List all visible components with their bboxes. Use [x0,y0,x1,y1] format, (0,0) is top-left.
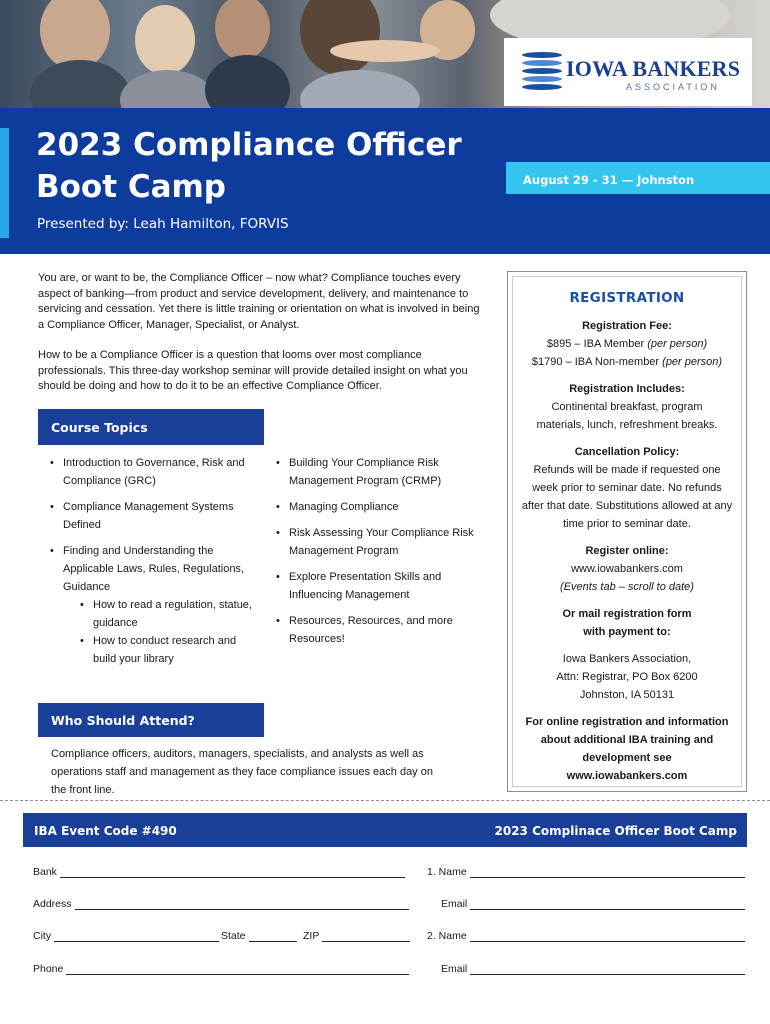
list-item: • Explore Presentation Skills and Influencing Management [274,568,484,604]
state-field[interactable] [221,930,297,942]
email-2-label: Email [441,963,468,975]
email-1-input-line[interactable] [470,899,745,910]
intro-text [38,271,488,395]
cut-line [0,800,770,801]
title-line-2: Boot Camp [36,169,226,205]
list-item: • Finding and Understanding the Applicable Laws, Rules, Regulations, Guidance [48,542,258,596]
event-code: IBA Event Code #490 [34,824,177,838]
logo-title: IOWA BANKERS [566,56,741,81]
email-1-field[interactable] [441,898,745,910]
online-info: For online registration and information about additional IBA training and development see www.iowabankers.com [525,716,729,782]
city-input-line[interactable] [54,931,219,942]
cancellation-label: Cancellation Policy: [574,446,680,458]
intro-paragraph-1: You are, or want to be, the Compliance Officer – now what? Compliance touches every aspect of banking—from product and service development, delivery, and maintenance to servicing and cessation. Yet there is little training or orientation on what is involved in being a Compliance Officer, Manager, Specialist, or Analyst. [38,272,480,331]
name-1-field[interactable] [427,866,745,878]
sub-list-item: • How to conduct research and build your library [78,632,258,668]
title-band [0,108,770,254]
city-label: City [33,930,52,942]
address-field[interactable] [33,898,409,910]
includes-text: Continental breakfast, program materials, lunch, refreshment breaks. [536,401,718,431]
bank-label: Bank [33,866,57,878]
topics-column-2 [274,454,484,656]
fee-member: $895 – IBA Member (per person) [546,338,708,350]
name-1-input-line[interactable] [470,867,745,878]
presenter: Presented by: Leah Hamilton, FORVIS [37,216,289,232]
who-should-attend-text: Compliance officers, auditors, managers, specialists, and analysts as well as operations staff and management as they face compliance issues each day on the front line. [51,748,433,796]
zip-field[interactable] [303,930,410,942]
phone-field[interactable] [33,963,409,975]
state-input-line[interactable] [249,931,297,942]
intro-paragraph-2: How to be a Compliance Officer is a question that looms over most compliance professionals. This three-day workshop seminar will provide detailed insight on what you should be doing and how to do it to be an effective Compliance Officer. [38,349,468,392]
logo-stack-icon [522,52,562,90]
email-2-input-line[interactable] [470,964,745,975]
list-item: • Managing Compliance [274,498,484,516]
bank-field[interactable] [33,866,405,878]
phone-input-line[interactable] [66,964,409,975]
list-item: • Resources, Resources, and more Resources! [274,612,484,648]
state-label: State [221,930,246,942]
sub-list-item: • How to read a regulation, statue, guidance [78,596,258,632]
title-line-1: 2023 Compliance Officer [36,127,462,163]
who-should-attend-heading: Who Should Attend? [38,703,264,737]
accent-bar [0,128,9,238]
registration-title: REGISTRATION [569,290,685,306]
fee-label: Registration Fee: [582,320,672,332]
address-input-line[interactable] [75,899,409,910]
list-item: • Building Your Compliance Risk Management Program (CRMP) [274,454,484,490]
address-line-3: Johnston, IA 50131 [579,689,675,701]
register-online-link[interactable]: www.iowabankers.com [571,563,683,575]
name-2-input-line[interactable] [470,931,745,942]
name-2-field[interactable] [427,930,745,942]
fee-nonmember: $1790 – IBA Non-member (per person) [531,356,723,368]
address-line-1: Iowa Bankers Association, [562,653,692,665]
list-item: • Introduction to Governance, Risk and Compliance (GRC) [48,454,258,490]
zip-input-line[interactable] [322,931,410,942]
address-line-2: Attn: Registrar, PO Box 6200 [556,671,698,683]
zip-label: ZIP [303,930,320,942]
topics-column-1 [48,454,258,668]
email-1-label: Email [441,898,468,910]
list-item: • Compliance Management Systems Defined [48,498,258,534]
bank-input-line[interactable] [60,867,405,878]
email-2-field[interactable] [441,963,745,975]
list-item: • Risk Assessing Your Compliance Risk Management Program [274,524,484,560]
iba-logo [504,38,752,106]
includes-label: Registration Includes: [569,383,685,395]
event-name: 2023 Complinace Officer Boot Camp [494,824,737,838]
registration-panel [507,271,747,792]
cancellation-text: Refunds will be made if requested one week prior to seminar date. No refunds after that date. Substitutions allowed at any time prior to seminar date. [521,464,733,530]
phone-label: Phone [33,963,64,975]
logo-subtitle: ASSOCIATION [626,82,720,92]
mail-label: Or mail registration form with payment to: [562,608,692,638]
register-online-note: (Events tab – scroll to date) [560,581,694,593]
name-1-label: 1. Name [427,866,467,878]
date-badge: August 29 - 31 — Johnston [506,162,770,194]
course-topics-heading: Course Topics [38,409,264,445]
form-header-bar [23,813,747,847]
address-label: Address [33,898,72,910]
page-title [36,124,462,208]
city-field[interactable] [33,930,219,942]
name-2-label: 2. Name [427,930,467,942]
register-online-label: Register online: [585,545,669,557]
